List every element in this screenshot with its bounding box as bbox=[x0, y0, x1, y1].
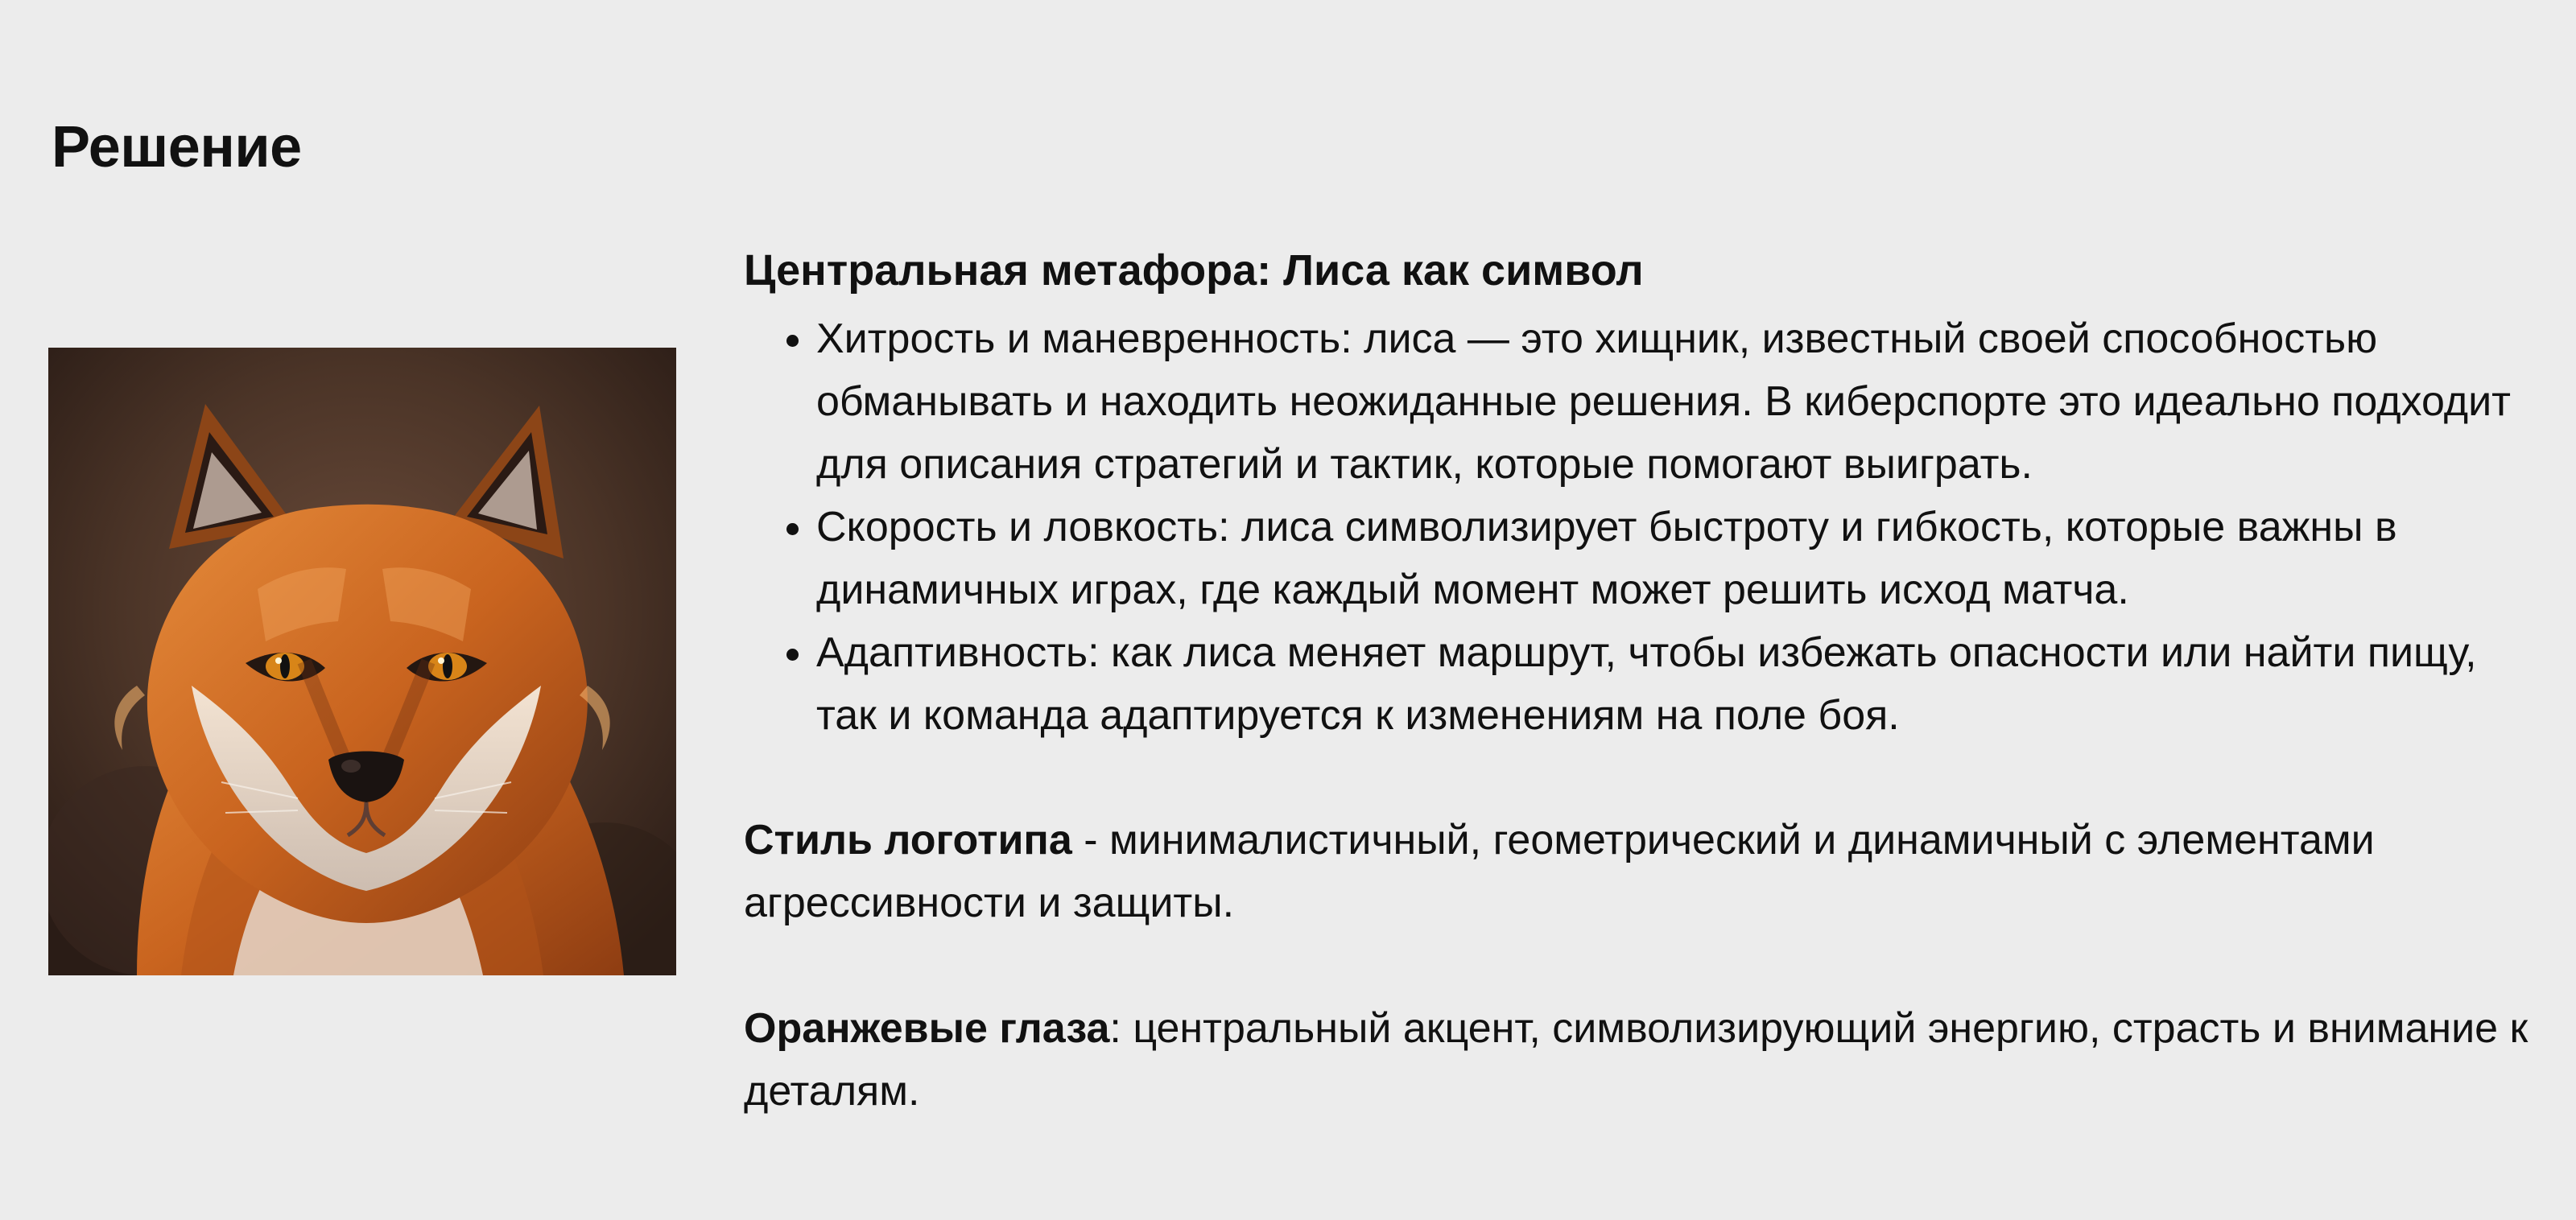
list-item: • Скорость и ловкость: лиса символизирует быстроту и гибкость, которые важны в динамичных играх, где каждый момент может решить исход матча. bbox=[816, 496, 2539, 621]
logo-style-label: Стиль логотипа bbox=[744, 817, 1072, 863]
orange-eyes-text: : центральный акцент, символизирующий энергию, страсть и внимание к деталям. bbox=[744, 1005, 2529, 1115]
orange-eyes-label: Оранжевые глаза bbox=[744, 1005, 1110, 1052]
list-item: • Хитрость и маневренность: лиса — это хищник, известный своей способностью обманывать и находить неожиданные решения. В киберспорте это идеально подходит для описания стратегий и тактик, которые помогают выиграть. bbox=[816, 307, 2539, 496]
fox-traits-list bbox=[744, 307, 2539, 747]
fox-photo bbox=[48, 348, 676, 975]
orange-eyes-paragraph bbox=[744, 997, 2539, 1123]
fox-illustration bbox=[48, 348, 676, 975]
metaphor-title: Центральная метафора: Лиса как символ bbox=[744, 246, 1644, 295]
solution-content bbox=[744, 233, 2539, 1123]
list-item: • Адаптивность: как лиса меняет маршрут, чтобы избежать опасности или найти пищу, так и команда адаптируется к изменениям на поле боя. bbox=[816, 621, 2539, 747]
logo-style-paragraph bbox=[744, 809, 2539, 934]
logo-style-text: - минималистичный, геометрический и динамичный с элементами агрессивности и защиты. bbox=[744, 817, 2375, 926]
page-title: Решение bbox=[52, 115, 302, 179]
